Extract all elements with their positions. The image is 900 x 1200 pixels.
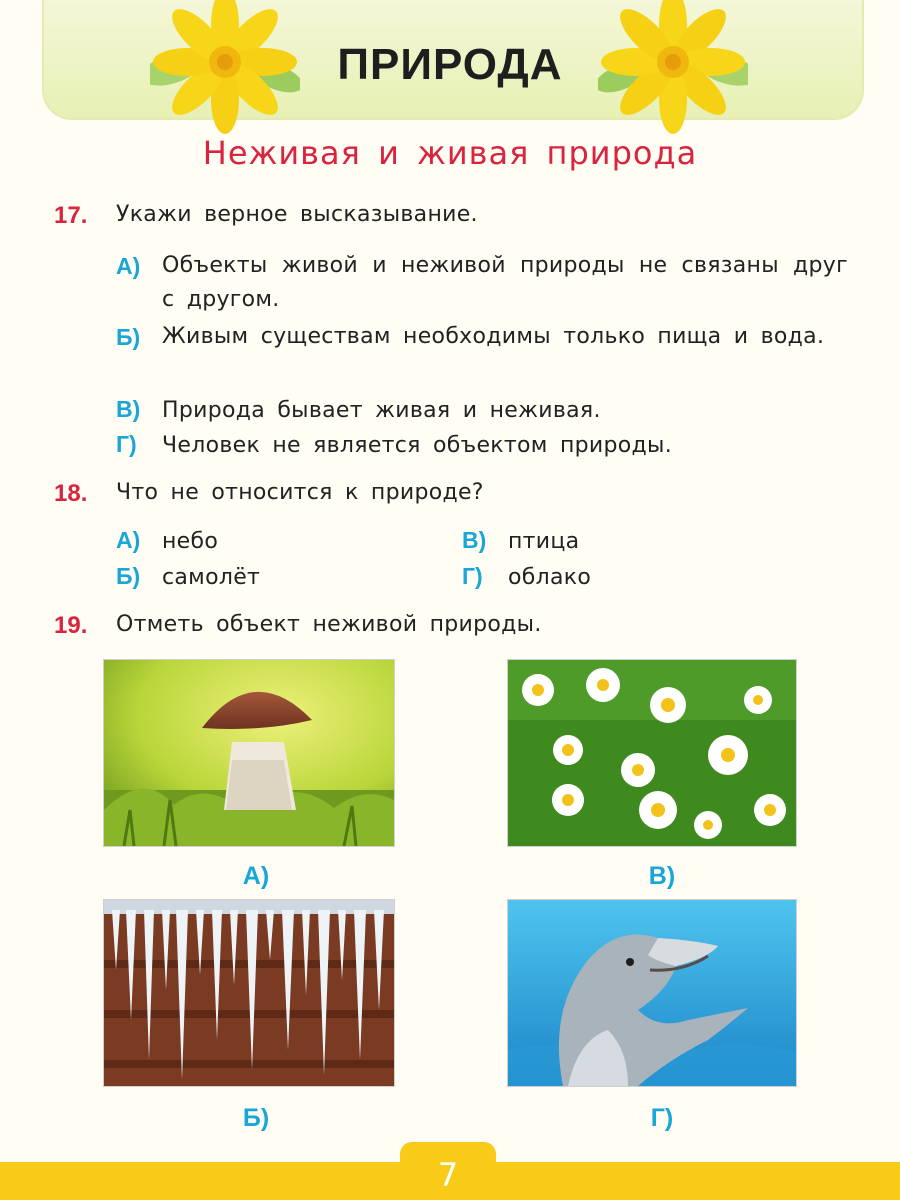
option-text: птица — [508, 529, 580, 554]
answer-option[interactable] — [116, 320, 848, 354]
option-letter: В) — [462, 527, 487, 553]
image-caption: Б) — [242, 1104, 270, 1132]
chamomile-photo[interactable] — [508, 660, 796, 846]
icicles-photo[interactable] — [104, 900, 394, 1086]
image-caption: Г) — [650, 1104, 674, 1132]
option-text: самолёт — [162, 565, 261, 590]
page-title: ПРИРОДА — [337, 40, 563, 89]
answer-option[interactable] — [116, 559, 260, 595]
option-text: Живым существам необходимы только пища и вода. — [162, 324, 825, 349]
option-text: Объекты живой и неживой природы не связаны друг с другом. — [162, 253, 848, 312]
dolphin-photo[interactable] — [508, 900, 796, 1086]
question-number: 17. — [54, 202, 88, 229]
option-text: Человек не является объектом природы. — [162, 433, 673, 458]
image-caption: В) — [648, 862, 676, 890]
answer-option[interactable] — [116, 523, 218, 559]
answer-option[interactable] — [116, 249, 848, 317]
answer-option[interactable] — [116, 392, 601, 428]
option-letter: Б) — [116, 563, 141, 589]
option-text: небо — [162, 529, 219, 554]
question-number: 19. — [54, 612, 88, 639]
question-text: Укажи верное высказывание. — [116, 202, 478, 227]
question-text: Что не относится к природе? — [116, 480, 484, 505]
section-subtitle: Неживая и живая природа — [202, 134, 698, 172]
option-letter: А) — [116, 253, 141, 279]
image-caption: А) — [242, 862, 270, 890]
option-letter: Б) — [116, 324, 141, 350]
option-text: облако — [508, 565, 592, 590]
option-letter: Г) — [462, 563, 483, 589]
question-number: 18. — [54, 480, 88, 507]
page-number: 7 — [437, 1156, 459, 1194]
option-text: Природа бывает живая и неживая. — [162, 398, 601, 423]
question-text: Отметь объект неживой природы. — [116, 612, 542, 637]
answer-option[interactable] — [462, 559, 591, 595]
answer-option[interactable] — [116, 427, 672, 463]
mushroom-photo[interactable] — [104, 660, 394, 846]
option-letter: В) — [116, 396, 141, 422]
option-letter: А) — [116, 527, 141, 553]
option-letter: Г) — [116, 431, 137, 457]
answer-option[interactable] — [462, 523, 579, 559]
